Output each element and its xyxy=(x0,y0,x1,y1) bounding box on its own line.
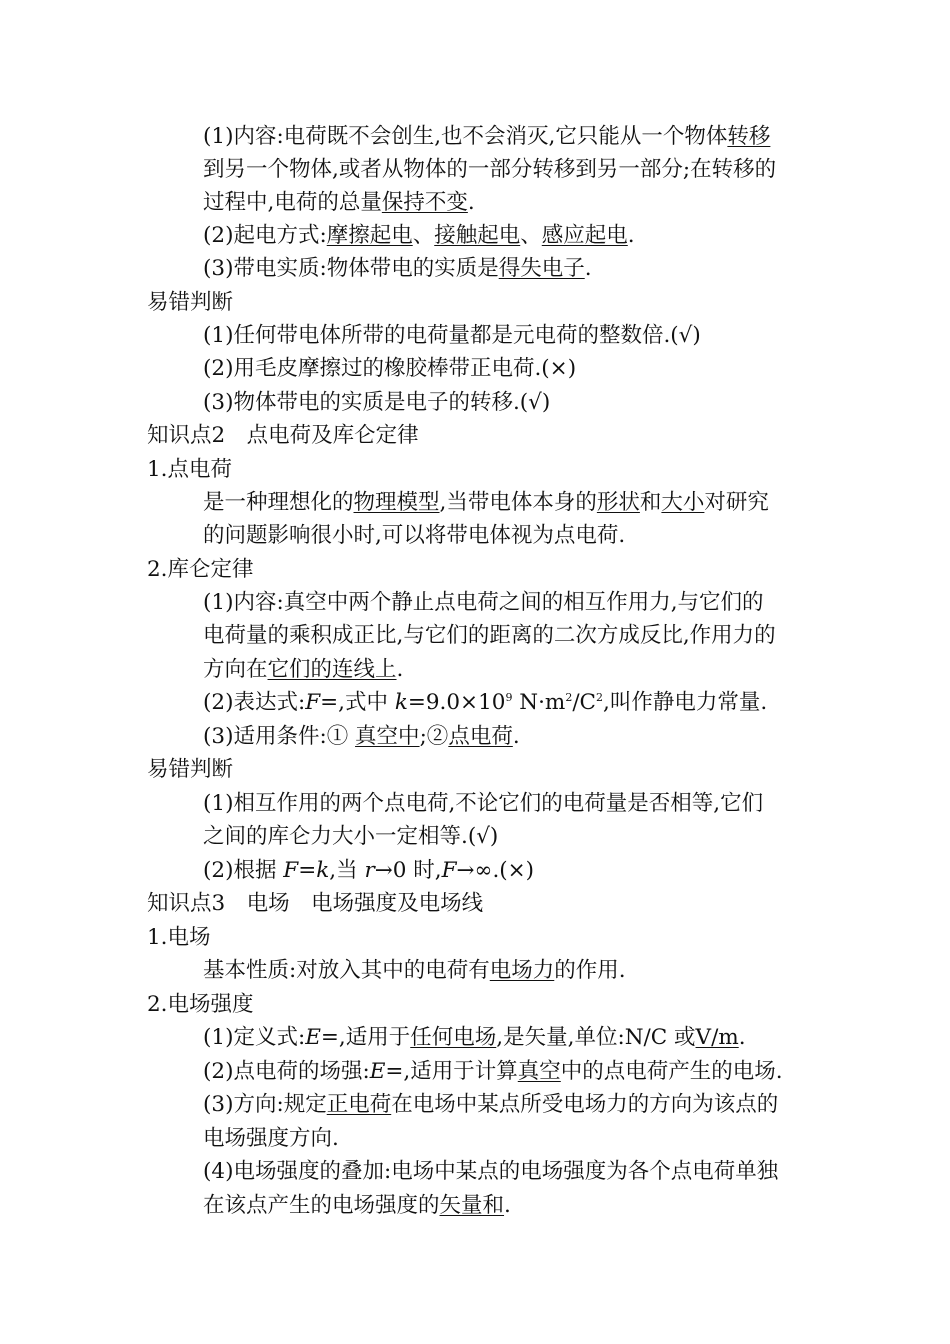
answer-underline: 电场力 xyxy=(489,958,555,983)
judgement-heading: 易错判断 xyxy=(147,290,234,315)
knowledge-point-heading: 知识点3 电场 电场强度及电场线 xyxy=(147,891,484,916)
answer-underline: 得失电子 xyxy=(498,256,585,281)
answer-underline: 物理模型 xyxy=(353,490,440,515)
coulomb-content-line-2: 电荷量的乘积成正比,与它们的距离的二次方成反比,作用力的 xyxy=(203,623,776,648)
answer-underline: 任何电场 xyxy=(410,1025,497,1050)
coulomb-conditions-line: (3)适用条件:① 真空中;②点电荷. xyxy=(203,724,520,749)
knowledge-point-heading: 知识点2 点电荷及库仑定律 xyxy=(147,423,419,448)
charging-methods-line: (2)起电方式:摩擦起电、接触起电、感应起电. xyxy=(203,223,635,248)
charging-essence-line: (3)带电实质:物体带电的实质是得失电子. xyxy=(203,256,592,281)
judgement-item: (1)相互作用的两个点电荷,不论它们的电荷量是否相等,它们 xyxy=(203,791,764,816)
judgement-item: (2)用毛皮摩擦过的橡胶棒带正电荷.(×) xyxy=(203,356,577,381)
conservation-content-line-3: 过程中,电荷的总量保持不变. xyxy=(203,190,475,215)
field-direction-line-2: 电场强度方向. xyxy=(203,1126,339,1151)
judgement-item: (1)任何带电体所带的电荷量都是元电荷的整数倍.(√) xyxy=(203,323,701,348)
conservation-content-line-2: 到另一个物体,或者从物体的一部分转移到另一部分;在转移的 xyxy=(203,157,777,182)
point-charge-field-line: (2)点电荷的场强:E=,适用于计算真空中的点电荷产生的电场. xyxy=(203,1059,783,1084)
answer-underline: 保持不变 xyxy=(381,190,468,215)
section-title: 2.电场强度 xyxy=(147,992,254,1017)
electric-field-property-line: 基本性质:对放入其中的电荷有电场力的作用. xyxy=(203,958,626,983)
judgement-item: (2)根据 F=k,当 r→0 时,F→∞.(×) xyxy=(203,858,535,883)
field-definition-line: (1)定义式:E=,适用于任何电场,是矢量,单位:N/C 或V/m. xyxy=(203,1025,746,1050)
answer-underline: 点电荷 xyxy=(448,724,513,749)
answer-underline: 真空 xyxy=(517,1059,561,1084)
superposition-line-2: 在该点产生的电场强度的矢量和. xyxy=(203,1193,511,1218)
judgement-item-continued: 之间的库仑力大小一定相等.(√) xyxy=(203,824,499,849)
answer-underline: 接触起电 xyxy=(434,223,521,248)
point-charge-line-1: 是一种理想化的物理模型,当带电体本身的形状和大小对研究 xyxy=(203,490,769,515)
judgement-heading: 易错判断 xyxy=(147,757,234,782)
point-charge-line-2: 的问题影响很小时,可以将带电体视为点电荷. xyxy=(203,523,626,548)
coulomb-content-line-3: 方向在它们的连线上. xyxy=(203,657,404,682)
section-title: 1.点电荷 xyxy=(147,457,233,482)
conservation-content-line-1: (1)内容:电荷既不会创生,也不会消灭,它只能从一个物体转移 xyxy=(203,124,771,149)
answer-underline: V/m xyxy=(695,1025,739,1050)
answer-underline: 真空中 xyxy=(355,724,420,749)
answer-underline: 它们的连线上 xyxy=(267,657,397,682)
section-title: 1.电场 xyxy=(147,925,211,950)
answer-underline: 正电荷 xyxy=(326,1092,392,1117)
answer-underline: 感应起电 xyxy=(541,223,628,248)
judgement-item: (3)物体带电的实质是电子的转移.(√) xyxy=(203,390,551,415)
answer-underline: 矢量和 xyxy=(439,1193,505,1218)
coulomb-formula-line: (2)表达式:F=,式中 $k=9.0\times 10^9$ $N\cdot m^2/C^2$,叫作静电力常量. xyxy=(203,690,768,715)
field-direction-line-1: (3)方向:规定正电荷在电场中某点所受电场力的方向为该点的 xyxy=(203,1092,779,1117)
answer-underline: 转移 xyxy=(727,124,771,149)
coulomb-content-line-1: (1)内容:真空中两个静止点电荷之间的相互作用力,与它们的 xyxy=(203,590,764,615)
superposition-line-1: (4)电场强度的叠加:电场中某点的电场强度为各个点电荷单独 xyxy=(203,1159,779,1184)
answer-underline: 形状 xyxy=(596,490,640,515)
answer-underline: 摩擦起电 xyxy=(326,223,413,248)
section-title: 2.库仑定律 xyxy=(147,557,254,582)
answer-underline: 大小 xyxy=(661,490,705,515)
